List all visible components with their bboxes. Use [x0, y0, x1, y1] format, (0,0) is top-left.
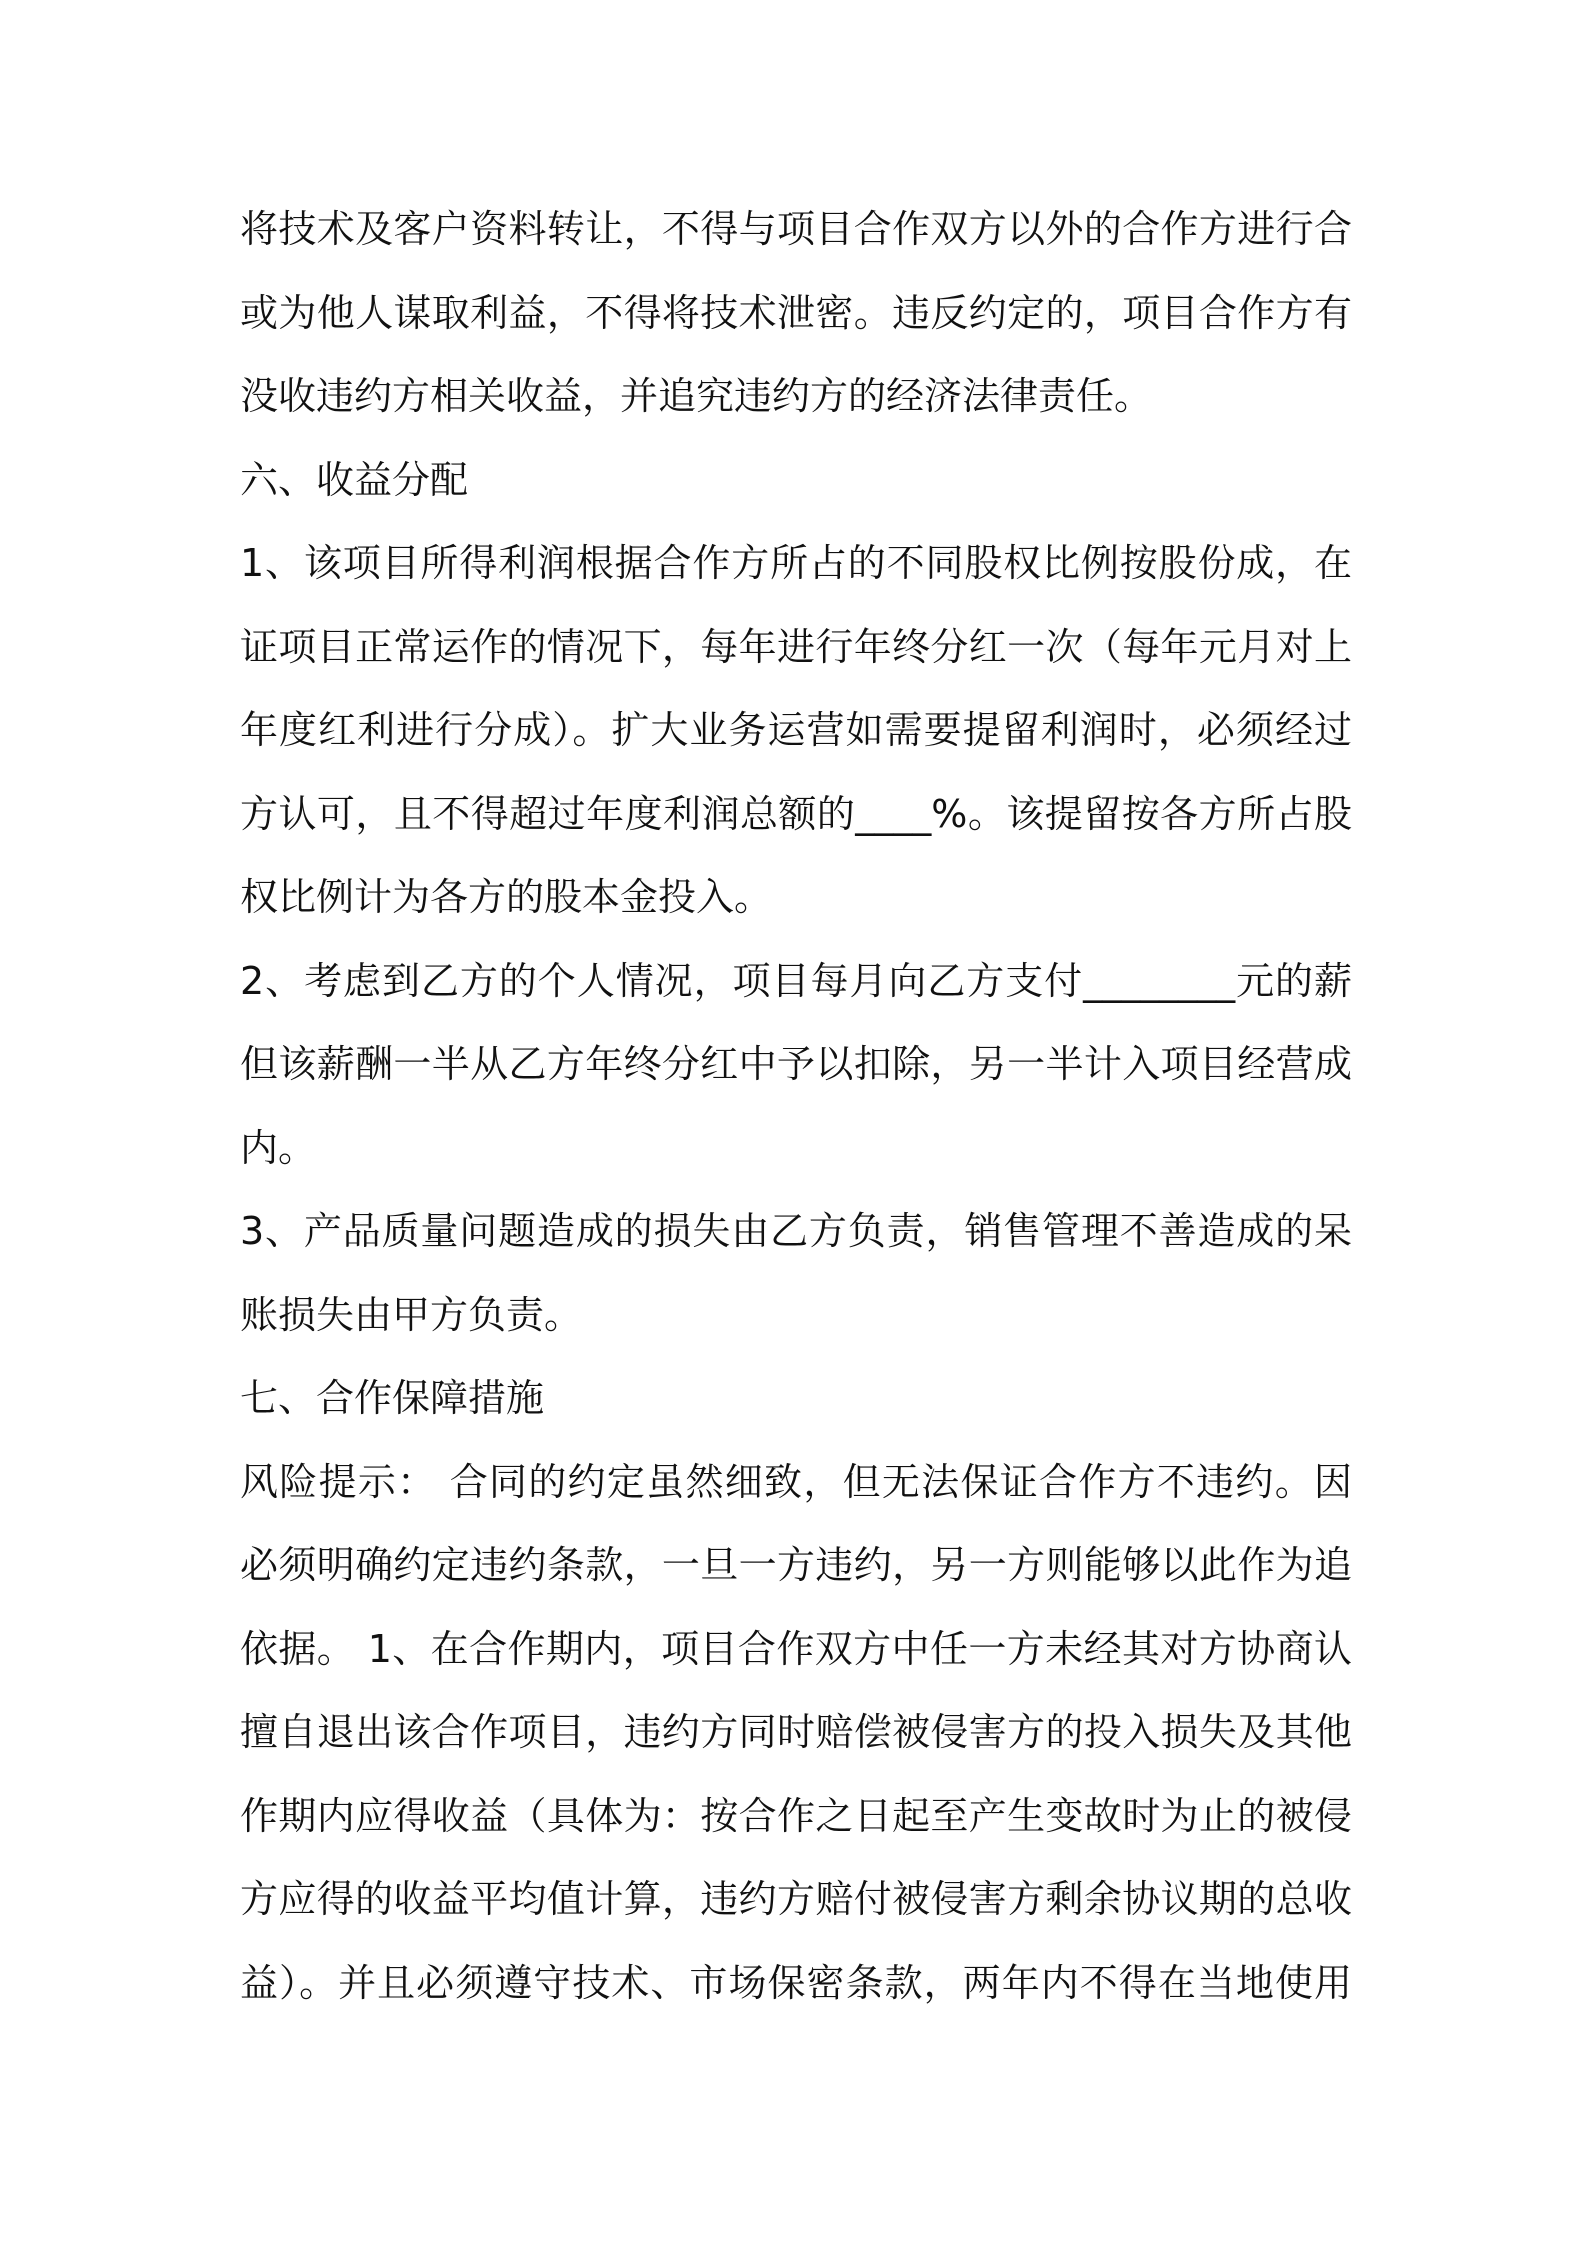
text-line: 风险提示： 合同的约定虽然细致，但无法保证合作方不违约。因	[240, 1459, 1352, 1504]
text-line: 证项目正常运作的情况下，每年进行年终分红一次（每年元月对上	[240, 624, 1352, 669]
text-line: 没收违约方相关收益，并追究违约方的经济法律责任。	[240, 374, 1153, 418]
text-line: 账损失由甲方负责。	[240, 1292, 583, 1337]
text-line: 将技术及客户资料转让，不得与项目合作双方以外的合作方进行合	[240, 207, 1352, 251]
text-line: 益）。并且必须遵守技术、市场保密条款，两年内不得在当地使用	[240, 1960, 1352, 2005]
text-line: 权比例计为各方的股本金投入。	[240, 875, 773, 919]
text-line: 擅自退出该合作项目，违约方同时赔偿被侵害方的投入损失及其他	[240, 1710, 1352, 1754]
text-line: 年度红利进行分成）。扩大业务运营如需要提留利润时，必须经过	[240, 708, 1352, 752]
document-body	[240, 188, 1352, 2025]
text-line: 必须明确约定违约条款，一旦一方违约，另一方则能够以此作为追	[240, 1543, 1352, 1587]
text-line: 3、产品质量问题造成的损失由乙方负责，销售管理不善造成的呆	[240, 1209, 1352, 1253]
text-line: 七、合作保障措施	[240, 1376, 545, 1420]
text-line: 六、收益分配	[240, 457, 469, 502]
text-line: 依据。 1、在合作期内，项目合作双方中任一方未经其对方协商认	[240, 1626, 1352, 1671]
text-line: 方应得的收益平均值计算，违约方赔付被侵害方剩余协议期的总收	[240, 1877, 1352, 1921]
text-line: 2、考虑到乙方的个人情况，项目每月向乙方支付________元的薪	[240, 958, 1352, 1003]
text-line: 或为他人谋取利益，不得将技术泄密。违反约定的，项目合作方有	[240, 290, 1352, 335]
text-line: 作期内应得收益（具体为：按合作之日起至产生变故时为止的被侵	[240, 1793, 1352, 1838]
text-line: 1、该项目所得利润根据合作方所占的不同股权比例按股份成，在	[240, 541, 1352, 585]
text-line: 内。	[240, 1125, 317, 1170]
text-line: 但该薪酬一半从乙方年终分红中予以扣除，另一半计入项目经营成	[240, 1042, 1352, 1086]
text-line: 方认可，且不得超过年度利润总额的____%。该提留按各方所占股	[240, 791, 1352, 836]
